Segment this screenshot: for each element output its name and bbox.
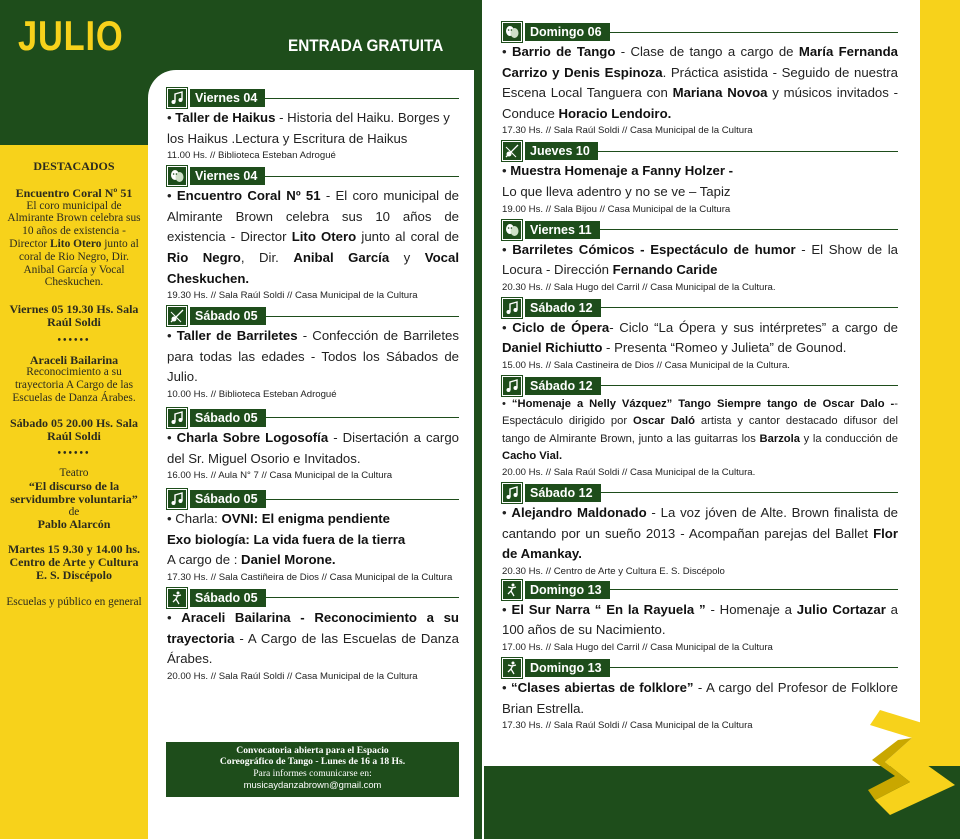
highlight-araceli-text: Reconocimiento a su trayectoria A Cargo de las Escuelas de Danza Árabes. (12, 366, 136, 404)
event-description: • Araceli Bailarina - Reconocimiento a su trayectoria - A Cargo de las Escuelas de Danza Árabes. (167, 609, 459, 667)
event-description: • Muestra Homenaje a Fanny Holzer - Lo que lleva adentro y no se ve – Tapiz (502, 163, 734, 199)
event-day: Sábado 05 (190, 409, 266, 427)
event-description: • Ciclo de Ópera- Ciclo “La Ópera y sus intérpretes” a cargo de Daniel Richiutto - Presenta “Romeo y Julieta” de Gounod. (502, 319, 898, 356)
highlight-coral-when: Viernes 05 19.30 Hs. Sala Raúl Soldi (9, 302, 139, 329)
dots-separator: •••••• (57, 448, 91, 460)
event-item (167, 166, 459, 302)
event-info: 17.30 Hs. // Sala Raúl Soldi // Casa Municipal de la Cultura (502, 720, 753, 732)
event-header (502, 22, 898, 42)
event-header (167, 306, 459, 326)
event-day: Sábado 12 (525, 484, 601, 502)
event-day: Sábado 05 (190, 589, 266, 607)
header-rule (266, 316, 459, 317)
event-item (502, 220, 898, 294)
highlight-coral-text: El coro municipal de Almirante Brown celebra sus 10 años de existencia - Director Lito Otero junto al coral de Rio Negro, Dir. Anibal García y Vocal Cheskuchen. (7, 199, 141, 289)
header-rule (265, 176, 459, 177)
event-description: • Taller de Haikus - Historia del Haiku. Borges y los Haikus .Lectura y Escritura de Haikus (167, 110, 450, 146)
music-note-icon (167, 489, 187, 509)
events-column-left (167, 88, 459, 683)
event-description: • Alejandro Maldonado - La voz jóven de Alte. Brown finalista de cantando por un sueño 2013 - Acompañan parejas del Ballet Flor de Amankay. (502, 504, 899, 562)
open-call-notice: Convocatoria abierta para el Espacio Coreográfico de Tango - Lunes de 16 a 18 Hs. Para informes comunicarse en: musicaydanzabrown@gmail.com (166, 742, 459, 797)
header-rule (266, 499, 459, 500)
header-rule (610, 32, 898, 33)
event-item (502, 376, 898, 479)
event-description: • Encuentro Coral Nº 51 - El coro municipal de Almirante Brown celebra sus 10 años de existencia - Director Lito Otero junto al coral de Rio Negro, Dir. Anibal García y Vocal Cheskuchen. (167, 188, 460, 286)
header-rule (265, 98, 459, 99)
highlights-title: DESTACADOS (33, 159, 115, 173)
highlight-theater-de: de (68, 505, 80, 518)
event-header (502, 580, 898, 600)
event-day: Sábado 12 (525, 299, 601, 317)
event-info: 20.00 Hs. // Sala Raúl Soldi // Casa Municipal de la Cultura. (502, 466, 756, 478)
highlight-theater-author: Pablo Alarcón (37, 517, 111, 532)
event-description: • Barrio de Tango - Clase de tango a cargo de María Fernanda Carrizo y Denis Espinoza. Práctica asistida - Seguido de nuestra Escena Local Tanguera con Mariana Novoa y músicos invitados - Conduce Horacio Lendoiro. (502, 44, 899, 121)
header-rule (610, 589, 898, 590)
event-day: Jueves 10 (525, 142, 598, 160)
event-item (167, 408, 459, 482)
events-column-right (502, 22, 898, 732)
event-item (167, 588, 459, 683)
event-item (502, 483, 898, 578)
event-item (502, 298, 898, 372)
highlight-theater-when: Martes 15 9.30 y 14.00 hs. Centro de Arte y Cultura E. S. Discépolo (8, 542, 140, 582)
event-header (502, 141, 898, 161)
event-header (167, 88, 459, 108)
header-rule (601, 307, 898, 308)
theater-masks-icon (167, 166, 187, 186)
event-item (502, 658, 898, 732)
event-header (502, 376, 898, 396)
highlight-theater-title: “El discurso de la servidumbre voluntaria” (10, 478, 138, 506)
event-item (502, 22, 898, 137)
contact-email[interactable]: musicaydanzabrown@gmail.com (243, 779, 382, 791)
header-rule (601, 492, 898, 493)
dancer-icon (502, 580, 522, 600)
event-description: • El Sur Narra “ En la Rayuela ” - Homenaje a Julio Cortazar a 100 años de su Nacimiento. (502, 601, 899, 638)
event-header (502, 298, 898, 318)
highlight-theater-audience: Escuelas y público en general (6, 595, 142, 608)
highlight-theater-type: Teatro (59, 467, 89, 480)
event-info: 20.30 Hs. // Sala Hugo del Carril // Casa Municipal de la Cultura. (502, 281, 776, 293)
music-note-icon (502, 298, 522, 318)
event-item (167, 88, 459, 162)
month-title: JULIO (18, 12, 124, 59)
event-description: • Barriletes Cómicos - Espectáculo de humor - El Show de la Locura - Dirección Fernando Caride (502, 241, 898, 278)
event-info: 19.00 Hs. // Sala Bijou // Casa Municipal de la Cultura (502, 203, 731, 215)
event-info: 10.00 Hs. // Biblioteca Esteban Adrogué (167, 388, 337, 400)
header-rule (266, 417, 459, 418)
music-note-icon (502, 483, 522, 503)
event-info: 15.00 Hs. // Sala Castineira de Dios // Casa Municipal de la Cultura. (502, 359, 790, 371)
guitar-icon (167, 306, 187, 326)
event-description: • Charla Sobre Logosofía - Disertación a cargo del Sr. Miguel Osorio e Invitados. (167, 429, 459, 466)
event-item (502, 580, 898, 654)
header-rule (600, 229, 898, 230)
event-day: Domingo 06 (525, 23, 610, 41)
event-day: Domingo 13 (525, 659, 610, 677)
event-description: • “Clases abiertas de folklore” - A cargo del Profesor de Folklore Brian Estrella. (502, 679, 898, 716)
event-info: 17.00 Hs. // Sala Hugo del Carril // Casa Municipal de la Cultura (502, 641, 773, 653)
event-item (167, 306, 459, 401)
event-day: Viernes 11 (525, 221, 600, 239)
event-day: Sábado 05 (190, 307, 266, 325)
event-info: 11.00 Hs. // Biblioteca Esteban Adrogué (167, 150, 336, 162)
music-note-icon (502, 376, 522, 396)
event-item (502, 141, 898, 215)
event-description: • “Homenaje a Nelly Vázquez” Tango Siempre tango de Oscar Dalo -- Espectáculo dirigido por Oscar Daló artista y cantor destacado difusor del tango de Almirante Brown, junto a las guitarras los Barzola y la conducción de Cacho Vial. (502, 397, 899, 463)
event-day: Sábado 05 (190, 490, 266, 508)
event-header (502, 483, 898, 503)
event-day: Viernes 04 (190, 167, 265, 185)
dancer-icon (502, 658, 522, 678)
event-description: • Charla: OVNI: El enigma pendiente Exo biología: La vida fuera de la tierra A cargo de : Daniel Morone. (167, 511, 406, 568)
highlights-block-1 (4, 160, 144, 608)
highlight-coral-title: Encuentro Coral Nº 51 (15, 185, 133, 200)
event-header (167, 588, 459, 608)
theater-masks-icon (502, 22, 522, 42)
header-rule (610, 667, 898, 668)
event-header (502, 220, 898, 240)
event-header (502, 658, 898, 678)
event-info: 20.30 Hs. // Centro de Arte y Cultura E. S. Discépolo (502, 565, 725, 577)
highlight-araceli-when: Sábado 05 20.00 Hs. Sala Raúl Soldi (9, 415, 139, 443)
free-entry-label: ENTRADA GRATUITA (288, 36, 444, 55)
event-header (167, 408, 459, 428)
event-info: 16.00 Hs. // Aula N° 7 // Casa Municipal de la Cultura (167, 470, 393, 482)
event-info: 17.30 Hs. // Sala Raúl Soldi // Casa Municipal de la Cultura (502, 125, 753, 137)
guitar-icon (502, 141, 522, 161)
theater-masks-icon (502, 220, 522, 240)
header-rule (266, 597, 459, 598)
header-rule (601, 385, 898, 386)
event-info: 17.30 Hs. // Sala Castiñeira de Dios // Casa Municipal de la Cultura (167, 571, 453, 583)
event-info: 19.30 Hs. // Sala Raúl Soldi // Casa Municipal de la Cultura (167, 290, 418, 302)
event-item (167, 489, 459, 584)
event-description: • Taller de Barriletes - Confección de Barriletes para todas las edades - Todos los Sábados de Julio. (167, 328, 459, 385)
event-day: Domingo 13 (525, 581, 610, 599)
dots-separator: •••••• (57, 334, 91, 346)
music-note-icon (167, 88, 187, 108)
music-note-icon (167, 408, 187, 428)
event-header (167, 489, 459, 509)
dancer-icon (167, 588, 187, 608)
event-info: 20.00 Hs. // Sala Raúl Soldi // Casa Municipal de la Cultura (167, 670, 418, 682)
highlight-araceli-title: Araceli Bailarina (29, 352, 119, 367)
event-header (167, 166, 459, 186)
header-rule (598, 151, 898, 152)
event-day: Viernes 04 (190, 89, 265, 107)
event-day: Sábado 12 (525, 377, 601, 395)
